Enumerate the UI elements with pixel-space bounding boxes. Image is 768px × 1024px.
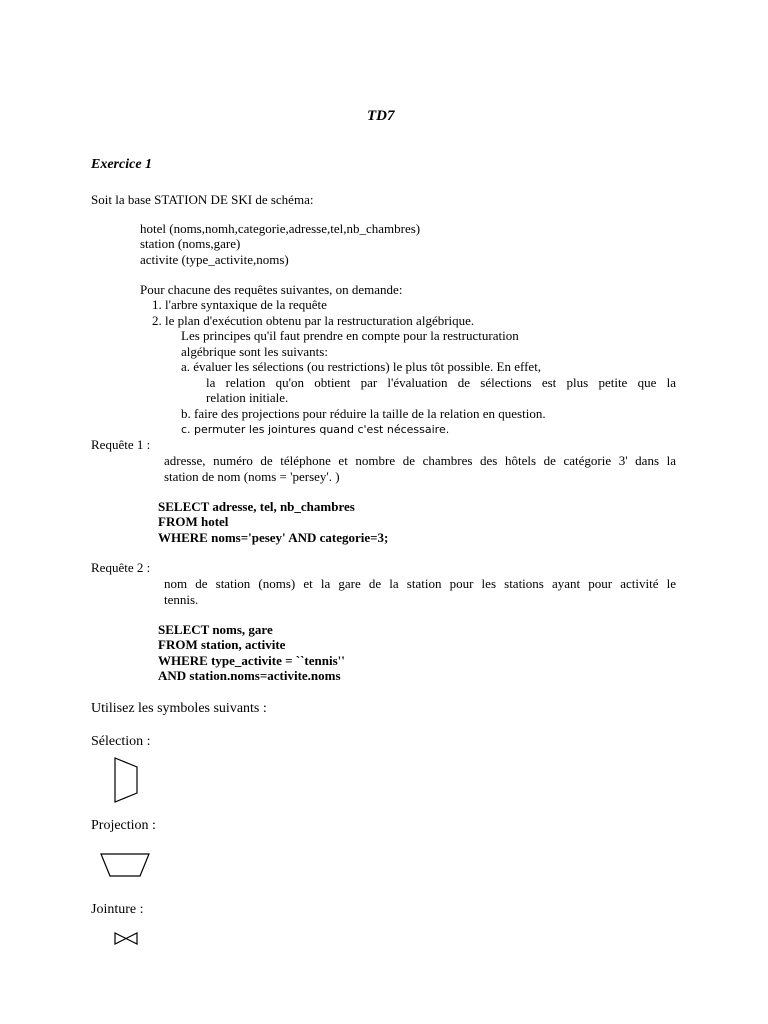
intro-text: Soit la base STATION DE SKI de schéma: xyxy=(91,192,314,207)
principle-c: c. permuter les jointures quand c'est nécessaire. xyxy=(181,423,450,436)
trapezoid-right-icon xyxy=(112,757,140,803)
query2-sql-from: FROM station, activite xyxy=(158,637,286,652)
schema-hotel: hotel (noms,nomh,categorie,adresse,tel,nb_chambres) xyxy=(140,221,421,236)
symbols-heading: Utilisez les symboles suivants : xyxy=(91,701,267,716)
instructions-lead: Pour chacune des requêtes suivantes, on demande: xyxy=(140,282,403,297)
projection-label: Projection : xyxy=(91,818,156,833)
instruction-item-1: 1. l'arbre syntaxique de la requête xyxy=(152,297,327,312)
query1-sql-where: WHERE noms='pesey' AND categorie=3; xyxy=(158,530,389,545)
jointure-label: Jointure : xyxy=(91,902,144,917)
selection-label: Sélection : xyxy=(91,734,151,749)
exercise-title: Exercice 1 xyxy=(91,157,153,172)
principle-a-line-3: relation initiale. xyxy=(206,390,289,405)
query1-description-line-1: adresse, numéro de téléphone et nombre de chambres des hôtels de catégorie 3' dans la xyxy=(164,453,676,468)
query2-label: Requête 2 : xyxy=(91,560,151,575)
schema-activite: activite (type_activite,noms) xyxy=(140,252,289,267)
query1-sql-from: FROM hotel xyxy=(158,514,229,529)
page-title: TD7 xyxy=(367,108,395,124)
query2-sql-and: AND station.noms=activite.noms xyxy=(158,668,341,683)
principle-a-line-1: a. évaluer les sélections (ou restrictions) le plus tôt possible. En effet, xyxy=(181,359,542,374)
principles-line-1: Les principes qu'il faut prendre en compte pour la restructuration xyxy=(181,328,519,343)
query1-description-line-2: station de nom (noms = 'persey'. ) xyxy=(164,469,340,484)
query2-sql-where: WHERE type_activite = ``tennis'' xyxy=(158,653,345,668)
query2-description-line-2: tennis. xyxy=(164,592,199,607)
query1-sql-select: SELECT adresse, tel, nb_chambres xyxy=(158,499,355,514)
principles-line-2: algébrique sont les suivants: xyxy=(181,344,328,359)
trapezoid-down-icon xyxy=(99,852,151,878)
principle-a-line-2: la relation qu'on obtient par l'évaluation de sélections est plus petite que la xyxy=(206,375,676,390)
instruction-item-2: 2. le plan d'exécution obtenu par la restructuration algébrique. xyxy=(152,313,475,328)
query2-sql-select: SELECT noms, gare xyxy=(158,622,273,637)
query2-description-line-1: nom de station (noms) et la gare de la station pour les stations ayant pour activité le xyxy=(164,576,676,591)
schema-station: station (noms,gare) xyxy=(140,236,241,251)
principle-b: b. faire des projections pour réduire la taille de la relation en question. xyxy=(181,406,546,421)
query1-label: Requête 1 : xyxy=(91,437,151,452)
bowtie-icon xyxy=(113,931,139,946)
